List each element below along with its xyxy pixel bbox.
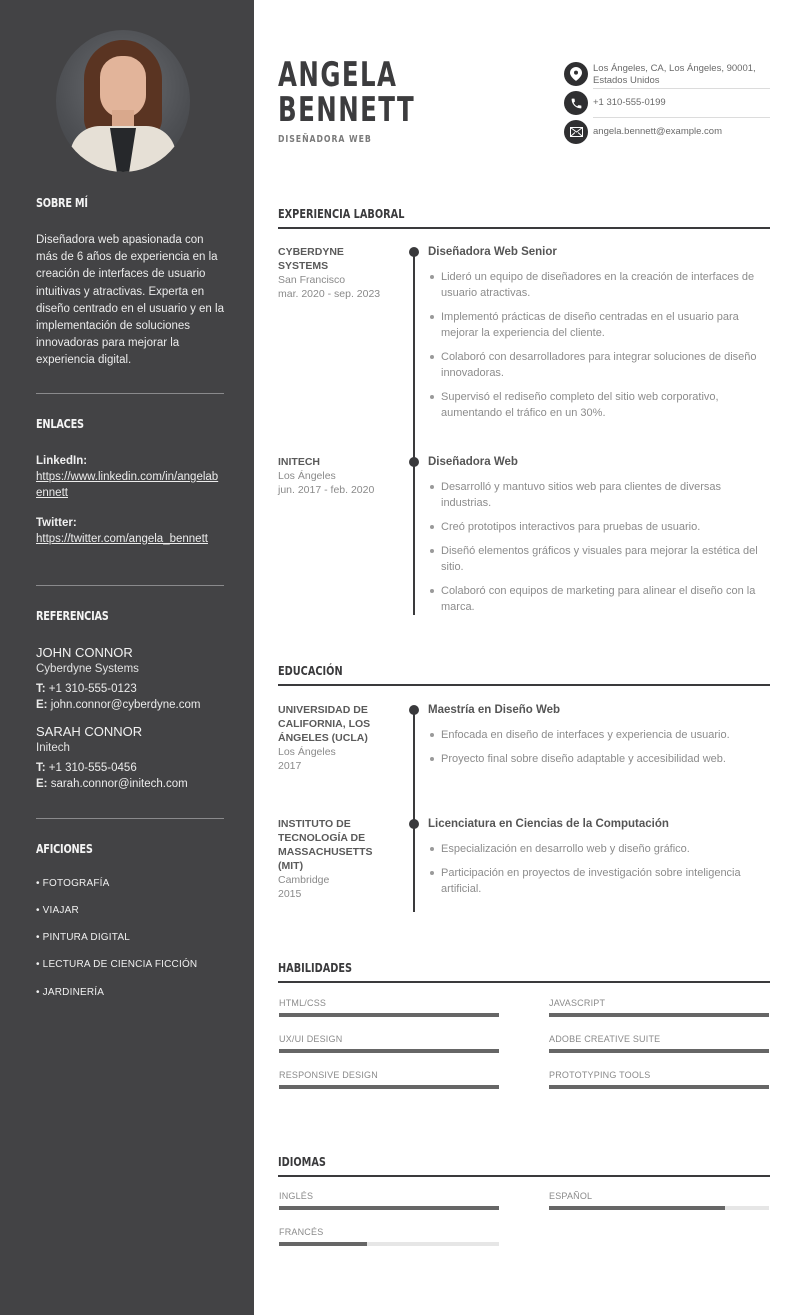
timeline-dot [409,705,419,715]
about-text: Diseñadora web apasionada con más de 6 años de experiencia en la creación de interfaces de usuario intuitivas y atractivas. Experta en diseño centrado en el usuario y en la implementación de soluciones innovadoras para mejorar la experiencia digital. [36,234,224,367]
degree: Maestría en Diseño Web [428,704,561,716]
education-entry [428,817,770,905]
language-bar [279,1242,499,1246]
language-bar [549,1206,769,1210]
job-role: Diseñadora Web Senior [428,246,557,258]
about-title: SOBRE MÍ [36,195,88,210]
linkedin-label: LinkedIn: [36,455,88,467]
bullet-item: Enfocada en diseño de interfaces y experiencia de usuario. [428,727,770,743]
hobby-item: • VIAJAR [36,905,79,916]
reference-item [36,644,224,713]
divider [36,393,224,394]
linkedin-link[interactable]: https://www.linkedin.com/in/angelabennett [36,471,219,499]
skill-bar [279,1013,499,1017]
timeline-line [413,252,415,615]
link-linkedin [36,453,224,501]
skill-bar [279,1049,499,1053]
hobby-item: • LECTURA DE CIENCIA FICCIÓN [36,959,198,970]
hobby-item: • JARDINERÍA [36,987,105,998]
reference-phone: T: +1 310-555-0123 [36,683,137,695]
experience-entry [428,455,770,623]
links-section [36,416,224,547]
timeline-dot [409,819,419,829]
divider [593,88,770,89]
location-pin-icon [564,62,588,86]
about-section [36,195,224,370]
language-item [549,1191,769,1210]
bullet-item: Proyecto final sobre diseño adaptable y accesibilidad web. [428,751,770,767]
skill-bar [549,1049,769,1053]
twitter-label: Twitter: [36,517,77,529]
company-location: San Francisco [278,274,346,286]
skill-name: UX/UI DESIGN [279,1034,343,1044]
hobbies-section [36,841,224,1011]
degree: Licenciatura en Ciencias de la Computación [428,818,669,830]
education-meta [278,703,396,773]
links-title: ENLACES [36,416,84,431]
skill-item [279,1070,499,1089]
skill-item [279,998,499,1017]
skills-title: HABILIDADES [278,960,353,975]
education-entry [428,703,770,775]
reference-company: Cyberdyne Systems [36,663,139,675]
email[interactable]: angela.bennett@example.com [593,126,723,137]
section-rule [278,227,770,229]
language-name: FRANCÉS [279,1227,324,1237]
bullet-item: Especialización en desarrollo web y diseño gráfico. [428,841,770,857]
address: Los Ángeles, CA, Los Ángeles, 90001, Estados Unidos [593,63,756,86]
bullet-item: Participación en proyectos de investigación sobre inteligencia artificial. [428,865,770,897]
candidate-name: ANGELA BENNETT [278,55,416,130]
bullet-item: Colaboró con desarrolladores para integrar soluciones de diseño innovadoras. [428,349,770,381]
education-meta [278,817,396,901]
skill-item [549,998,769,1017]
graduation-year: 2017 [278,760,302,772]
skill-name: RESPONSIVE DESIGN [279,1070,378,1080]
bullet-item: Creó prototipos interactivos para pruebas de usuario. [428,519,770,535]
education-title: EDUCACIÓN [278,663,343,678]
divider [593,117,770,118]
job-dates: mar. 2020 - sep. 2023 [278,288,381,300]
company-location: Los Ángeles [278,470,336,482]
skill-bar [549,1085,769,1089]
bullet-item: Desarrolló y mantuvo sitios web para clientes de diversas industrias. [428,479,770,511]
reference-company: Initech [36,742,70,754]
phone: +1 310-555-0199 [593,97,666,108]
skill-item [549,1034,769,1053]
references-title: REFERENCIAS [36,608,109,623]
experience-meta [278,455,396,497]
bullet-item: Lideró un equipo de diseñadores en la creación de interfaces de usuario atractivas. [428,269,770,301]
twitter-link[interactable]: https://twitter.com/angela_bennett [36,533,208,545]
experience-meta [278,245,396,301]
experience-title: EXPERIENCIA LABORAL [278,206,405,221]
reference-email: E: john.connor@cyberdyne.com [36,699,201,711]
link-twitter [36,515,224,547]
bullet-item: Supervisó el rediseño completo del sitio web corporativo, aumentando el tráfico en un 30%. [428,389,770,421]
reference-item [36,723,224,792]
graduation-year: 2015 [278,888,302,900]
section-rule [278,1175,770,1177]
degree-bullets [428,727,770,767]
language-bar [279,1206,499,1210]
bullet-item: Colaboró con equipos de marketing para alinear el diseño con la marca. [428,583,770,615]
divider [36,818,224,819]
skill-name: HTML/CSS [279,998,327,1008]
skill-item [279,1034,499,1053]
references-section [36,608,224,792]
institution-location: Los Ángeles [278,746,336,758]
job-bullets [428,269,770,421]
timeline-line [413,710,415,912]
degree-bullets [428,841,770,897]
institution-location: Cambridge [278,874,330,886]
section-rule [278,684,770,686]
languages-title: IDIOMAS [278,1154,326,1169]
reference-phone: T: +1 310-555-0456 [36,762,137,774]
section-rule [278,981,770,983]
language-name: INGLÉS [279,1191,314,1201]
experience-entry [428,245,770,429]
envelope-icon [564,120,588,144]
skill-item [549,1070,769,1089]
company-name: INITECH [278,456,320,468]
phone-icon [564,91,588,115]
hobby-item: • FOTOGRAFÍA [36,878,110,889]
timeline-dot [409,247,419,257]
skill-bar [549,1013,769,1017]
company-name: CYBERDYNE SYSTEMS [278,246,344,272]
job-role: Diseñadora Web [428,456,518,468]
hobbies-title: AFICIONES [36,841,93,856]
reference-name: JOHN CONNOR [36,645,133,660]
contact-block [564,62,770,152]
bullet-item: Diseñó elementos gráficos y visuales para mejorar la estética del sitio. [428,543,770,575]
bullet-item: Implementó prácticas de diseño centradas en el usuario para mejorar la experiencia del cliente. [428,309,770,341]
job-bullets [428,479,770,615]
language-item [279,1191,499,1210]
language-item [279,1227,499,1246]
timeline-dot [409,457,419,467]
institution-name: INSTITUTO DE TECNOLOGÍA DE MASSACHUSETTS (MIT) [278,818,373,872]
language-name: ESPAÑOL [549,1191,593,1201]
reference-email: E: sarah.connor@initech.com [36,778,188,790]
skill-name: JAVASCRIPT [549,998,606,1008]
job-title: DISEÑADORA WEB [278,134,372,145]
profile-photo [56,30,190,172]
institution-name: UNIVERSIDAD DE CALIFORNIA, LOS ÁNGELES (UCLA) [278,704,371,744]
divider [36,585,224,586]
hobby-item: • PINTURA DIGITAL [36,932,130,943]
job-dates: jun. 2017 - feb. 2020 [278,484,375,496]
reference-name: SARAH CONNOR [36,724,143,739]
skill-name: PROTOTYPING TOOLS [549,1070,651,1080]
skill-name: ADOBE CREATIVE SUITE [549,1034,661,1044]
skill-bar [279,1085,499,1089]
sidebar [0,0,254,1315]
